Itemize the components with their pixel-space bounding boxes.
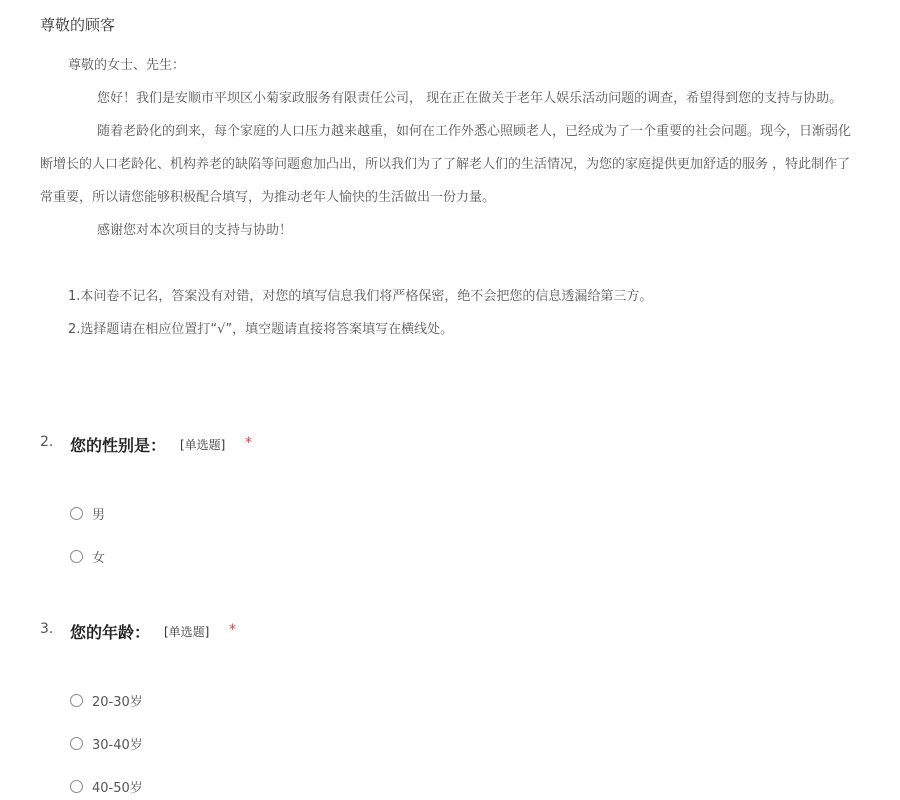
survey-title: 尊敬的顾客 (40, 16, 116, 34)
question-title: 您的年龄： (70, 623, 151, 642)
option-age-30-40[interactable] (70, 733, 143, 753)
radio-button[interactable] (70, 694, 83, 707)
option-label: 男 (92, 507, 106, 523)
question-title: 您的性别是： (70, 436, 167, 455)
option-age-40-50[interactable] (70, 776, 143, 796)
radio-button[interactable] (70, 507, 83, 520)
intro-paragraph-2-line-2: 断增长的人口老龄化、机构养老的缺陷等问题愈加凸出，所以我们为了了解老人们的生活情况，为您的家庭提供更加舒适的服务 ，特此制作了 (40, 157, 851, 172)
radio-button[interactable] (70, 550, 83, 563)
option-age-20-30[interactable] (70, 690, 143, 710)
radio-button[interactable] (70, 780, 83, 793)
required-asterisk: * (245, 435, 252, 451)
option-label: 40-50岁 (92, 780, 143, 796)
option-label: 女 (92, 550, 106, 566)
question-number: 3. (40, 621, 54, 637)
question-type: [单选题] (180, 438, 226, 452)
intro-paragraph-2-line-1: 随着老龄化的到来，每个家庭的人口压力越来越重，如何在工作外悉心照顾老人，已经成为了一个重要的社会问题。现今，日渐弱化 (97, 124, 852, 139)
intro-paragraph-2-line-3: 常重要，所以请您能够积极配合填写，为推动老年人愉快的生活做出一份力量。 (40, 190, 496, 205)
required-asterisk: * (229, 622, 236, 638)
option-label: 30-40岁 (92, 737, 143, 753)
option-male[interactable] (70, 503, 105, 523)
intro-salutation: 尊敬的女士、先生： (68, 58, 186, 73)
question-number: 2. (40, 434, 54, 450)
intro-thanks: 感谢您对本次项目的支持与协助！ (97, 223, 293, 238)
option-female[interactable] (70, 546, 105, 566)
question-type: [单选题] (164, 625, 210, 639)
radio-button[interactable] (70, 737, 83, 750)
option-label: 20-30岁 (92, 694, 143, 710)
intro-note-2: 2.选择题请在相应位置打“√”，填空题请直接将答案填写在横线处。 (68, 322, 454, 337)
intro-paragraph-1: 您好！我们是安顺市平坝区小菊家政服务有限责任公司， 现在正在做关于老年人娱乐活动问题的调查，希望得到您的支持与协助。 (97, 91, 843, 106)
intro-note-1: 1.本问卷不记名，答案没有对错，对您的填写信息我们将严格保密，绝不会把您的信息透漏给第三方。 (68, 289, 653, 304)
